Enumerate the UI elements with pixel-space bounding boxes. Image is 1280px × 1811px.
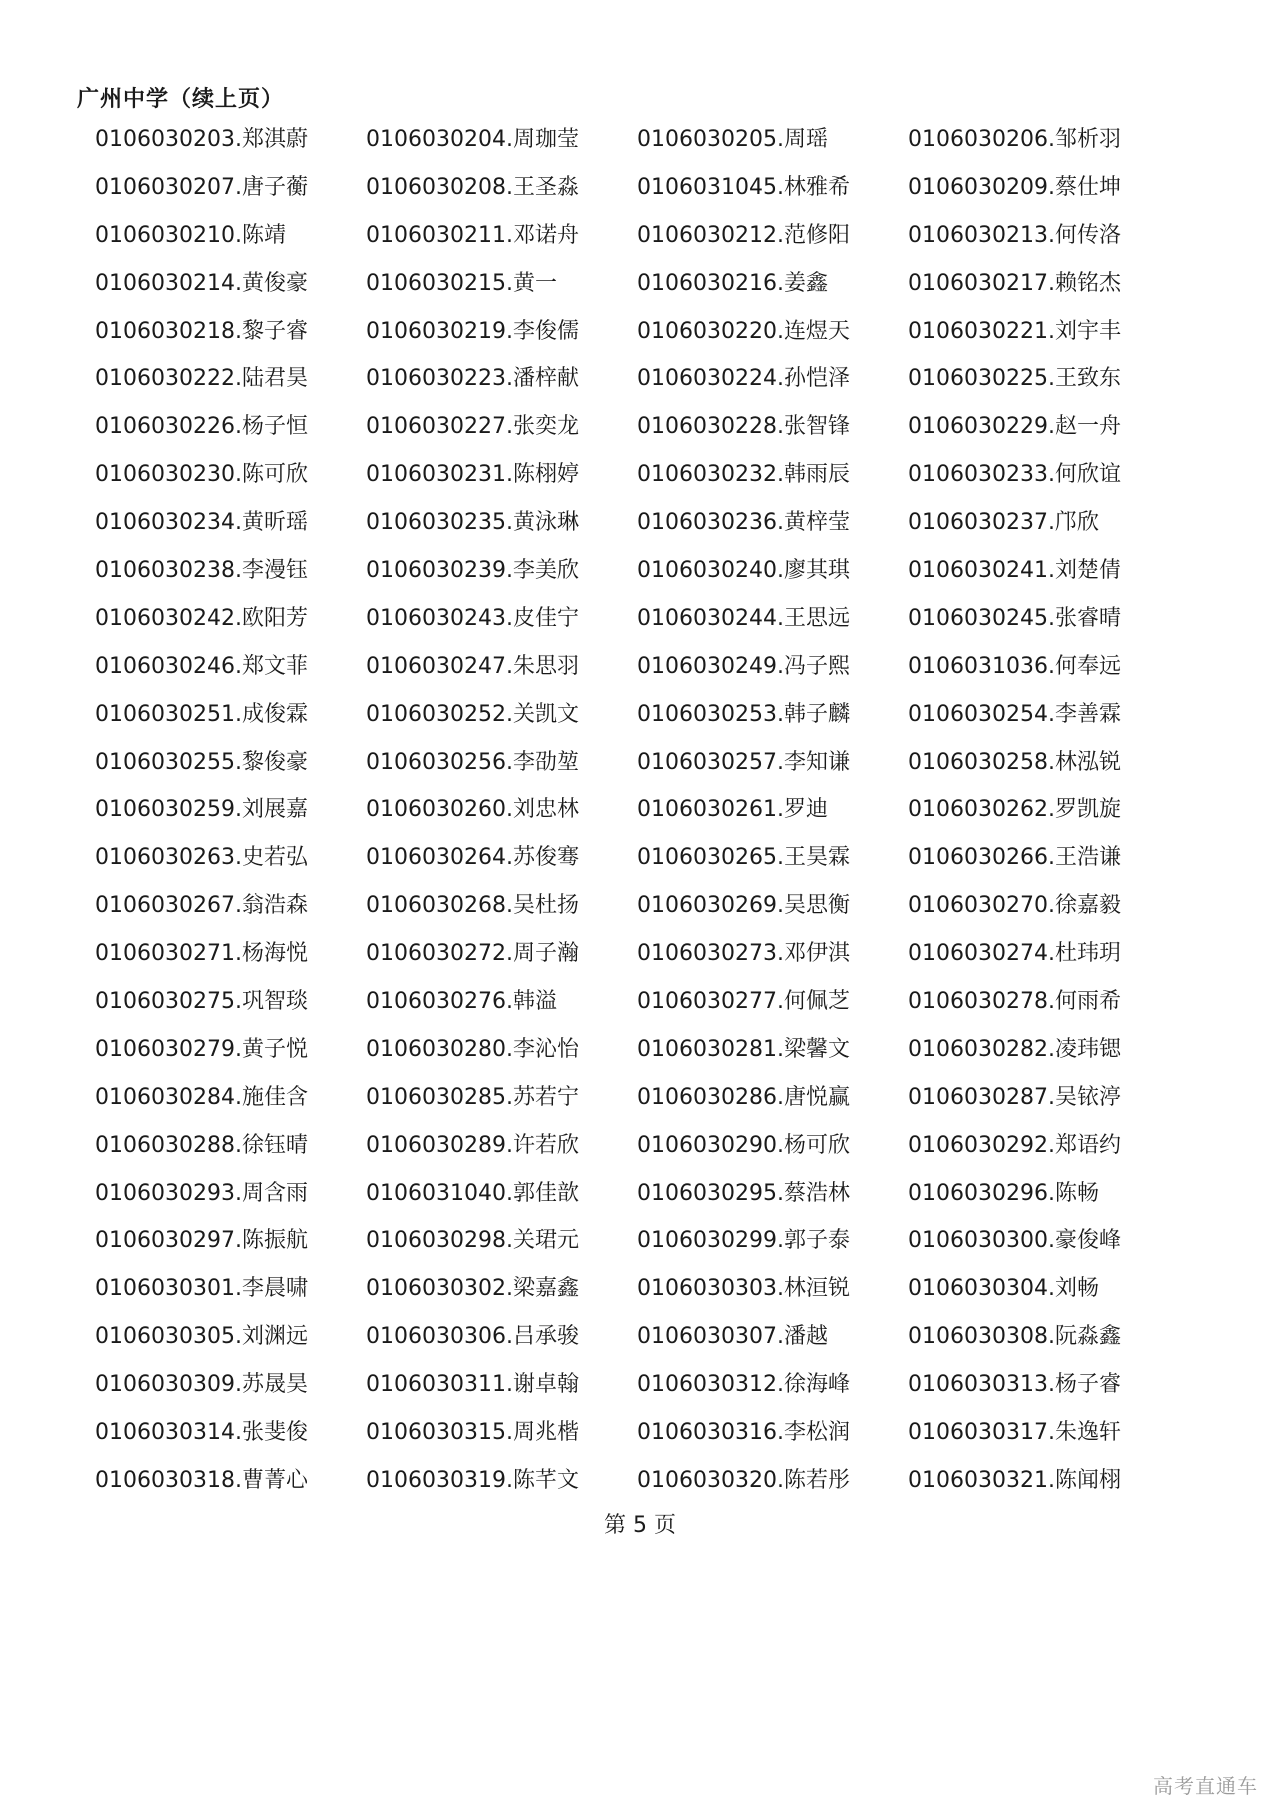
page-number: 第 5 页 bbox=[604, 1513, 676, 1538]
list-item: 0106030222.陆君昊 bbox=[95, 366, 308, 392]
list-item: 0106030249.冯子熙 bbox=[637, 653, 850, 679]
list-item: 0106030264.苏俊骞 bbox=[366, 845, 579, 871]
list-item: 0106030255.黎俊豪 bbox=[95, 749, 308, 775]
list-item: 0106030231.陈栩婷 bbox=[366, 462, 579, 488]
list-item: 0106030297.陈振航 bbox=[95, 1228, 308, 1254]
list-item: 0106030300.豪俊峰 bbox=[908, 1228, 1121, 1254]
section-heading: 广州中学（续上页） bbox=[77, 87, 285, 112]
list-item: 0106030268.吴杜扬 bbox=[366, 893, 579, 919]
list-item: 0106030312.徐海峰 bbox=[637, 1372, 850, 1398]
list-item: 0106030274.杜玮玥 bbox=[908, 941, 1121, 967]
list-item: 0106030304.刘畅 bbox=[908, 1276, 1099, 1302]
list-item: 0106030263.史若弘 bbox=[95, 845, 308, 871]
list-item: 0106030320.陈若彤 bbox=[637, 1467, 850, 1493]
list-item: 0106031045.林雅希 bbox=[637, 174, 850, 200]
list-item: 0106030252.关凯文 bbox=[366, 701, 579, 727]
list-item: 0106030224.孙恺泽 bbox=[637, 366, 850, 392]
list-item: 0106030253.韩子麟 bbox=[637, 701, 850, 727]
list-item: 0106030206.邹析羽 bbox=[908, 126, 1121, 152]
list-item: 0106030211.邓诺舟 bbox=[366, 222, 579, 248]
list-item: 0106030316.李松润 bbox=[637, 1419, 850, 1445]
list-item: 0106030260.刘忠林 bbox=[366, 797, 579, 823]
list-item: 0106030266.王浩谦 bbox=[908, 845, 1121, 871]
list-item: 0106030272.周子瀚 bbox=[366, 941, 579, 967]
list-item: 0106031036.何奉远 bbox=[908, 653, 1121, 679]
list-item: 0106030230.陈可欣 bbox=[95, 462, 308, 488]
list-item: 0106030243.皮佳宁 bbox=[366, 605, 579, 631]
list-item: 0106030309.苏晟昊 bbox=[95, 1372, 308, 1398]
list-item: 0106030259.刘展嘉 bbox=[95, 797, 308, 823]
watermark-text: 高考直通车 bbox=[1153, 1774, 1258, 1798]
list-item: 0106030215.黄一 bbox=[366, 270, 557, 296]
list-item: 0106030315.周兆楷 bbox=[366, 1419, 579, 1445]
list-item: 0106030293.周含雨 bbox=[95, 1180, 308, 1206]
list-item: 0106030212.范修阳 bbox=[637, 222, 850, 248]
list-item: 0106030277.何佩芝 bbox=[637, 988, 850, 1014]
list-item: 0106030241.刘楚倩 bbox=[908, 557, 1121, 583]
list-item: 0106030221.刘宇丰 bbox=[908, 318, 1121, 344]
list-item: 0106030279.黄子悦 bbox=[95, 1036, 308, 1062]
list-item: 0106030267.翁浩森 bbox=[95, 893, 308, 919]
list-item: 0106030286.唐悦赢 bbox=[637, 1084, 850, 1110]
list-item: 0106030269.吴思衡 bbox=[637, 893, 850, 919]
list-item: 0106030261.罗迪 bbox=[637, 797, 828, 823]
list-item: 0106030232.韩雨辰 bbox=[637, 462, 850, 488]
list-item: 0106030244.王思远 bbox=[637, 605, 850, 631]
list-item: 0106030205.周瑶 bbox=[637, 126, 828, 152]
list-item: 0106030295.蔡浩林 bbox=[637, 1180, 850, 1206]
list-item: 0106030214.黄俊豪 bbox=[95, 270, 308, 296]
list-item: 0106030213.何传洛 bbox=[908, 222, 1121, 248]
list-item: 0106030245.张睿晴 bbox=[908, 605, 1121, 631]
list-item: 0106030229.赵一舟 bbox=[908, 414, 1121, 440]
list-item: 0106030282.凌玮锶 bbox=[908, 1036, 1121, 1062]
list-item: 0106030321.陈闻栩 bbox=[908, 1467, 1121, 1493]
name-list bbox=[95, 116, 1235, 1505]
list-item: 0106030220.连煜天 bbox=[637, 318, 850, 344]
list-item: 0106031040.郭佳歆 bbox=[366, 1180, 579, 1206]
list-item: 0106030233.何欣谊 bbox=[908, 462, 1121, 488]
list-item: 0106030246.郑文菲 bbox=[95, 653, 308, 679]
list-item: 0106030311.谢卓翰 bbox=[366, 1372, 579, 1398]
list-item: 0106030204.周珈莹 bbox=[366, 126, 579, 152]
list-item: 0106030318.曹菁心 bbox=[95, 1467, 308, 1493]
list-item: 0106030298.关珺元 bbox=[366, 1228, 579, 1254]
list-item: 0106030314.张斐俊 bbox=[95, 1419, 308, 1445]
list-item: 0106030262.罗凯旋 bbox=[908, 797, 1121, 823]
list-item: 0106030317.朱逸轩 bbox=[908, 1419, 1121, 1445]
list-item: 0106030273.邓伊淇 bbox=[637, 941, 850, 967]
list-item: 0106030276.韩溢 bbox=[366, 988, 557, 1014]
list-item: 0106030226.杨子恒 bbox=[95, 414, 308, 440]
list-item: 0106030285.苏若宁 bbox=[366, 1084, 579, 1110]
list-item: 0106030256.李劭堃 bbox=[366, 749, 579, 775]
list-item: 0106030257.李知谦 bbox=[637, 749, 850, 775]
list-item: 0106030242.欧阳芳 bbox=[95, 605, 308, 631]
list-item: 0106030303.林洹锐 bbox=[637, 1276, 850, 1302]
list-item: 0106030270.徐嘉毅 bbox=[908, 893, 1121, 919]
list-item: 0106030209.蔡仕坤 bbox=[908, 174, 1121, 200]
list-item: 0106030208.王圣淼 bbox=[366, 174, 579, 200]
list-item: 0106030240.廖其琪 bbox=[637, 557, 850, 583]
list-item: 0106030308.阮淼鑫 bbox=[908, 1324, 1121, 1350]
list-item: 0106030228.张智锋 bbox=[637, 414, 850, 440]
list-item: 0106030265.王昊霖 bbox=[637, 845, 850, 871]
list-item: 0106030216.姜鑫 bbox=[637, 270, 828, 296]
list-item: 0106030305.刘渊远 bbox=[95, 1324, 308, 1350]
list-item: 0106030254.李善霖 bbox=[908, 701, 1121, 727]
list-item: 0106030281.梁馨文 bbox=[637, 1036, 850, 1062]
list-item: 0106030275.巩智琰 bbox=[95, 988, 308, 1014]
list-item: 0106030207.唐子蘅 bbox=[95, 174, 308, 200]
list-item: 0106030234.黄昕瑶 bbox=[95, 510, 308, 536]
list-item: 0106030301.李晨啸 bbox=[95, 1276, 308, 1302]
list-item: 0106030299.郭子泰 bbox=[637, 1228, 850, 1254]
list-item: 0106030217.赖铭杰 bbox=[908, 270, 1121, 296]
list-item: 0106030238.李漫钰 bbox=[95, 557, 308, 583]
list-item: 0106030271.杨海悦 bbox=[95, 941, 308, 967]
list-item: 0106030237.邝欣 bbox=[908, 510, 1099, 536]
list-item: 0106030307.潘越 bbox=[637, 1324, 828, 1350]
list-item: 0106030284.施佳含 bbox=[95, 1084, 308, 1110]
list-item: 0106030203.郑淇蔚 bbox=[95, 126, 308, 152]
list-item: 0106030219.李俊儒 bbox=[366, 318, 579, 344]
list-item: 0106030319.陈芊文 bbox=[366, 1467, 579, 1493]
list-item: 0106030227.张奕龙 bbox=[366, 414, 579, 440]
list-item: 0106030225.王致东 bbox=[908, 366, 1121, 392]
list-item: 0106030278.何雨希 bbox=[908, 988, 1121, 1014]
list-item: 0106030288.徐钰晴 bbox=[95, 1132, 308, 1158]
list-item: 0106030290.杨可欣 bbox=[637, 1132, 850, 1158]
list-item: 0106030313.杨子睿 bbox=[908, 1372, 1121, 1398]
list-item: 0106030296.陈畅 bbox=[908, 1180, 1099, 1206]
list-item: 0106030292.郑语约 bbox=[908, 1132, 1121, 1158]
list-item: 0106030218.黎子睿 bbox=[95, 318, 308, 344]
list-item: 0106030302.梁嘉鑫 bbox=[366, 1276, 579, 1302]
list-item: 0106030235.黄泳琳 bbox=[366, 510, 579, 536]
list-item: 0106030223.潘梓献 bbox=[366, 366, 579, 392]
list-item: 0106030239.李美欣 bbox=[366, 557, 579, 583]
list-item: 0106030306.吕承骏 bbox=[366, 1324, 579, 1350]
list-item: 0106030287.吴铱渟 bbox=[908, 1084, 1121, 1110]
list-item: 0106030247.朱思羽 bbox=[366, 653, 579, 679]
list-item: 0106030289.许若欣 bbox=[366, 1132, 579, 1158]
list-item: 0106030251.成俊霖 bbox=[95, 701, 308, 727]
list-item: 0106030258.林泓锐 bbox=[908, 749, 1121, 775]
list-item: 0106030236.黄梓莹 bbox=[637, 510, 850, 536]
list-item: 0106030280.李沁怡 bbox=[366, 1036, 579, 1062]
list-item: 0106030210.陈靖 bbox=[95, 222, 286, 248]
